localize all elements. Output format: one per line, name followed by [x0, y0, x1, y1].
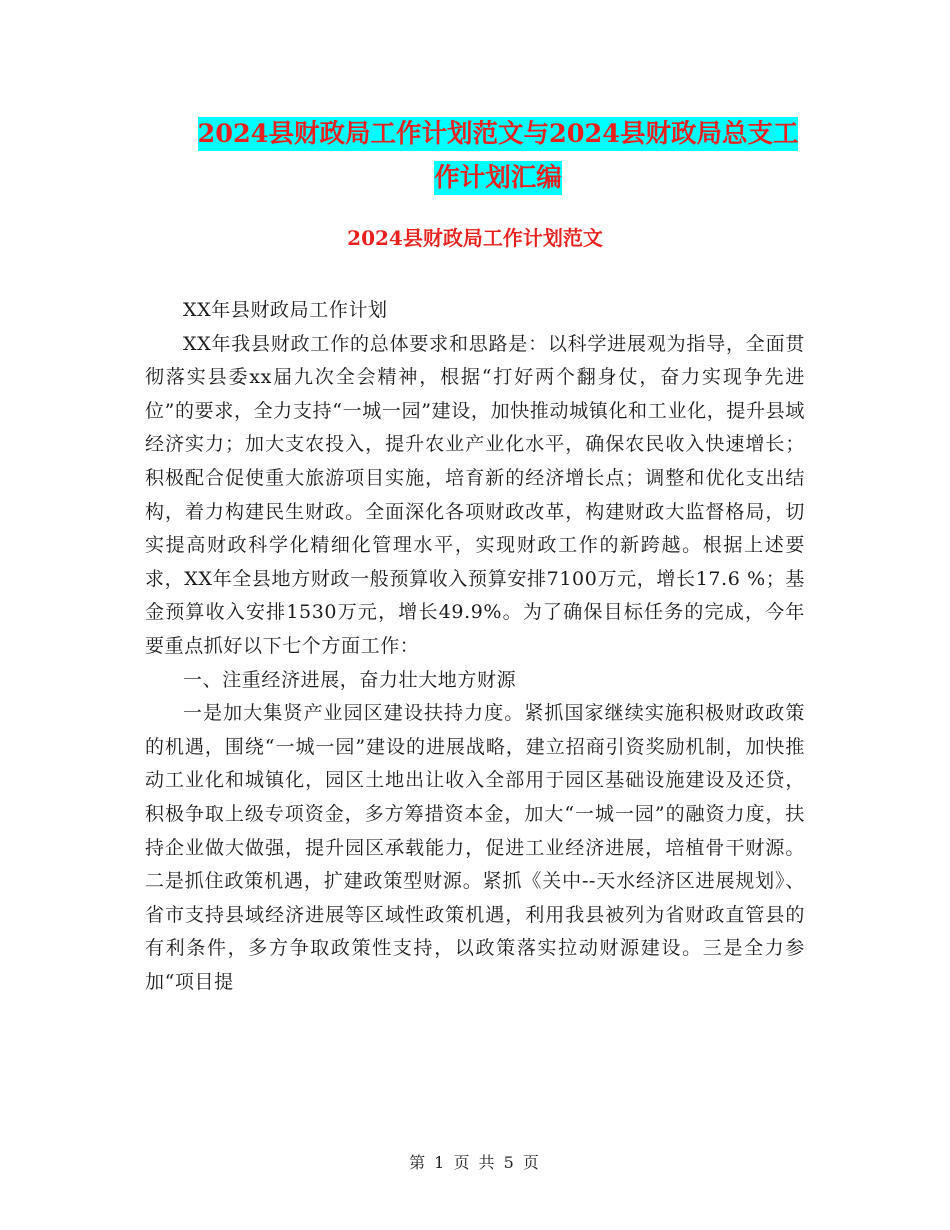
document-title-highlight: 2024县财政局工作计划范文与2024县财政局总支工作计划汇编 — [197, 119, 799, 193]
section-title: 2024县财政局工作计划范文 — [347, 226, 603, 250]
page-footer: 第 1 页 共 5 页 — [409, 1153, 541, 1172]
paragraph-section-one-heading: 一、注重经济进展，奋力壮大地方财源 — [183, 668, 517, 691]
document-body — [145, 294, 805, 999]
paragraph-heading: XX年县财政局工作计划 — [183, 299, 388, 321]
paragraph-section-one-body: 一是加大集贤产业园区建设扶持力度。紧抓国家继续实施积极财政政策的机遇，围绕“一城一园”建设的进展战略，建立招商引资奖励机制，加快推动工业化和城镇化，园区土地出让收入全部用于园区基础设施建设及还贷，积极争取上级专项资金，多方筹措资本金，加大“一城一园”的融资力度，扶持企业做大做强，提升园区承载能力，促进工业经济进展，培植骨干财源。二是抓住政策机遇，扩建政策型财源。紧抓《关中--天水经济区进展规划》、省市支持县域经济进展等区域性政策机遇，利用我县被列为省财政直管县的有利条件，多方争取政策性支持，以政策落实拉动财源建设。三是全力参加“项目提 — [145, 702, 805, 993]
document-title — [185, 112, 811, 200]
paragraph-overview: XX年我县财政工作的总体要求和思路是：以科学进展观为指导，全面贯彻落实县委xx届九次全会精神，根据“打好两个翻身仗，奋力实现争先进位”的要求，全力支持“一城一园”建设，加快推动城镇化和工业化，提升县域经济实力；加大支农投入，提升农业产业化水平，确保农民收入快速增长；积极配合促使重大旅游项目实施，培育新的经济增长点；调整和优化支出结构，着力构建民生财政。全面深化各项财政改革，构建财政大监督格局，切实提高财政科学化精细化管理水平，实现财政工作的新跨越。根据上述要求，XX年全县地方财政一般预算收入预算安排7100万元，增长17.6 %；基金预算收入安排1530万元，增长49.9%。为了确保目标任务的完成，今年要重点抓好以下七个方面工作： — [145, 332, 805, 657]
